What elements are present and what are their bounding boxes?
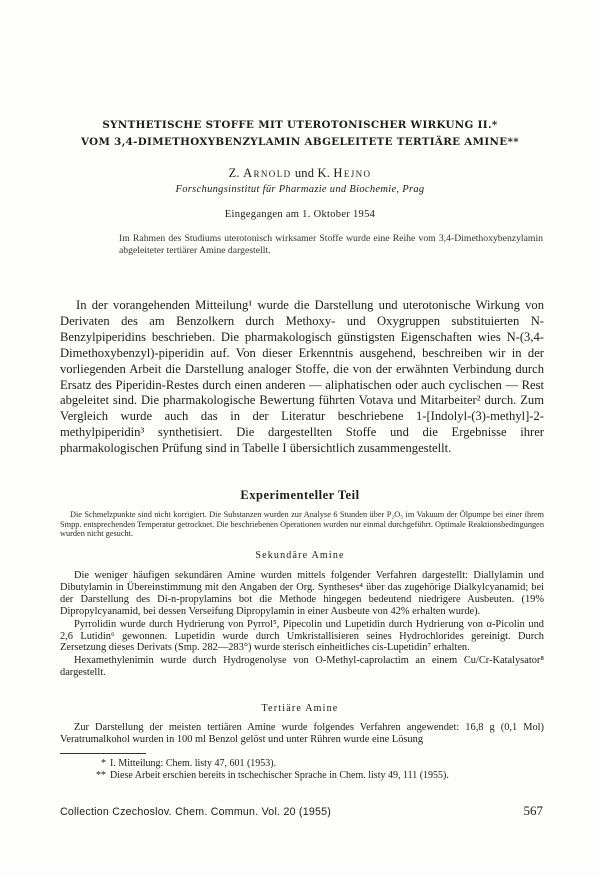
- journal-citation: Collection Czechoslov. Chem. Commun. Vol. 20 (1955): [60, 806, 332, 818]
- author-1-initial: Z.: [228, 166, 240, 180]
- authors: [0, 166, 600, 181]
- title-line-1: SYNTHETISCHE STOFFE MIT UTEROTONISCHER WIRKUNG II.*: [102, 119, 498, 131]
- tertiary-amines-section: [60, 722, 544, 747]
- title-line-2: VOM 3,4-DIMETHOXYBENZYLAMIN ABGELEITETE TERTIÄRE AMINE**: [81, 136, 519, 148]
- footnote-rule: [60, 753, 146, 754]
- experimental-note: [60, 510, 544, 539]
- secondary-amines-heading: Sekundäre Amine: [255, 550, 345, 561]
- received-date: Eingegangen am 1. Oktober 1954: [224, 209, 376, 220]
- abstract-text: Im Rahmen des Studiums uterotonisch wirksamer Stoffe wurde eine Reihe vom 3,4-Dimethoxybenzylamin abgeleiteter tertiärer Amine dargestellt.: [119, 233, 543, 256]
- tertiary-amines-heading: Tertiäre Amine: [261, 703, 339, 714]
- introduction: [60, 298, 544, 457]
- footnote-mark: *: [101, 758, 106, 769]
- footnote: [86, 770, 546, 782]
- footnote-text: Diese Arbeit erschien bereits in tschechischer Sprache in Chem. listy 49, 111 (1955).: [110, 769, 449, 781]
- page-number: 567: [523, 803, 543, 818]
- secondary-amines-p1: Die weniger häufigen sekundären Amine wurden mittels folgender Verfahren dargestellt: Diallylamin und Dibutylamin in Übereinstimmung mit den Angaben der Org. Syntheses⁴ über das zugehörige Dialkylcyanamid; bei der Darstellung des Di-n-propylamins bot die Methode hingegen bedeutend niedrigere Ausbeuten. (19% Dipropylcyanamid, bei dessen Verseifung Dipropylamin in einer Ausbeute von 42% erhalten wurde).: [60, 570, 544, 617]
- abstract: [119, 233, 543, 257]
- footnote-text: I. Mitteilung: Chem. listy 47, 601 (1953).: [110, 758, 277, 769]
- author-1-name: Arnold: [243, 166, 292, 180]
- author-2-initial: K.: [317, 166, 331, 180]
- secondary-amines-p3: Hexamethylenimin wurde durch Hydrogenolyse von O-Methyl-caprolactim an einem Cu/Cr-Katalysator⁸ dargestellt.: [60, 655, 544, 679]
- experimental-note-text: Die Schmelzpunkte sind nicht korrigiert. Die Substanzen wurden zur Analyse 6 Stunden über P₂O₅ im Vakuum der Ölpumpe bei einer ihrem Smpp. entsprechenden Temperatur getrocknet. Die beschriebenen Operationen wurden nur einmal durchgeführt. Optimale Reaktionsbedingungen wurden nicht gesucht.: [60, 510, 544, 539]
- author-2-name: Hejno: [333, 166, 372, 180]
- tertiary-amines-p1: Zur Darstellung der meisten tertiären Amine wurde folgendes Verfahren angewendet: 16,8 g (0,1 Mol) Veratrumalkohol wurden in 100 ml Benzol gelöst und unter Rühren wurde eine Lösung: [60, 722, 544, 745]
- secondary-amines-section: [60, 570, 544, 680]
- affiliation: Forschungsinstitut für Pharmazie und Biochemie, Prag: [175, 184, 425, 195]
- intro-paragraph: In der vorangehenden Mitteilung¹ wurde die Darstellung und uterotonische Wirkung von Derivaten des am Benzolkern durch Methoxy- und Oxygruppen substituierten N-Benzylpiperidins beschrieben. Die pharmakologisch günstigsten Eigenschaften wies N-(3,4-Dimethoxybenzyl)-piperidin auf. Von dieser Erkenntnis ausgehend, beschreiben wir in der vorliegenden Arbeit die Darstellung analoger Stoffe, die von der erwähnten Verbindung durch Ersatz des Piperidin-Restes durch einen anderen — aliphatischen oder auch cyclischen — Rest abgeleitet sind. Die pharmakologische Bewertung führten Votava und Mitarbeiter² durch. Zum Vergleich wurde auch das in der Literatur beschriebene 1-[Indolyl-(3)-methyl]-2-methylpiperidin³ synthetisiert. Die dargestellten Stoffe und die Ergebnisse ihrer pharmakologischen Prüfung sind in Tabelle I übersichtlich zusammengestellt.: [60, 298, 544, 456]
- footnote-mark: **: [96, 769, 106, 781]
- secondary-amines-p2: Pyrrolidin wurde durch Hydrierung von Pyrrol⁵, Pipecolin und Lupetidin durch Hydrierung von α-Picolin und 2,6 Lutidin⁶ gewonnen. Lupetidin wurde durch Umkristallisieren seines Hydrochlorides gereinigt. Durch Zersetzung dieses Derivats (Smp. 282—283°) wurde sterisch einheitliches cis-Lupetidin⁷ erhalten.: [60, 618, 544, 654]
- author-conjunction: und: [294, 166, 315, 180]
- footnotes: [86, 758, 546, 781]
- footnote: [86, 758, 546, 770]
- experimental-heading: Experimenteller Teil: [240, 488, 360, 502]
